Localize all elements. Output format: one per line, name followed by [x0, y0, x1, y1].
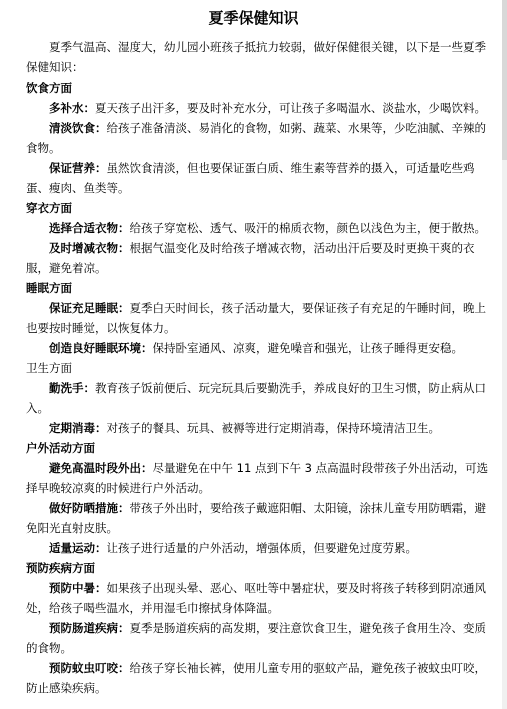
section-heading-outdoor: 户外活动方面 [26, 441, 95, 455]
item-text: 保持卧室通风、凉爽，避免噪音和强光，让孩子睡得更安稳。 [152, 341, 463, 355]
list-item [26, 118, 492, 158]
item-keyword: 保证充足睡眠： [49, 301, 130, 315]
item-text: 夏季白天时间长，孩子活动量大，要保证孩子有充足的午睡时间，晚上也要按时睡觉，以恢复体力。 [26, 301, 486, 335]
list-item [26, 218, 492, 238]
item-keyword: 预防蚊虫叮咬： [49, 661, 130, 675]
section-heading-disease: 预防疾病方面 [26, 561, 95, 575]
item-text: 给孩子穿长袖长裤，使用儿童专用的驱蚊产品，避免孩子被蚊虫叮咬，防止感染疾病。 [26, 661, 486, 695]
item-text: 尽量避免在中午 11 点到下午 3 点高温时段带孩子外出活动，可选择早晚较凉爽的时候进行户外活动。 [26, 461, 489, 495]
list-item [26, 578, 492, 618]
item-keyword: 预防中暑： [49, 581, 107, 595]
item-text: 根据气温变化及时给孩子增减衣物，活动出汗后要及时更换干爽的衣服，避免着凉。 [26, 241, 475, 275]
item-keyword: 清淡饮食： [49, 121, 107, 135]
list-item [26, 658, 492, 698]
list-item [26, 238, 492, 278]
item-keyword: 勤洗手： [49, 381, 95, 395]
section-heading-diet: 饮食方面 [26, 81, 72, 95]
item-keyword: 创造良好睡眠环境： [49, 341, 153, 355]
item-keyword: 保证营养： [49, 161, 107, 175]
item-text: 夏天孩子出汗多，要及时补充水分，可让孩子多喝温水、淡盐水，少喝饮料。 [95, 101, 486, 115]
item-text: 带孩子外出时，要给孩子戴遮阳帽、太阳镜，涂抹儿童专用防晒霜，避免阳光直射皮肤。 [26, 501, 486, 535]
intro-paragraph: 夏季气温高、湿度大，幼儿园小班孩子抵抗力较弱，做好保健很关键，以下是一些夏季保健知识： [26, 40, 486, 74]
list-item [26, 98, 492, 118]
list-item [26, 418, 492, 438]
list-item [26, 378, 492, 418]
list-item [26, 618, 492, 658]
item-text: 让孩子进行适量的户外活动，增强体质，但要避免过度劳累。 [106, 541, 417, 555]
vertical-scrollbar[interactable] [502, 0, 507, 709]
list-item [26, 158, 492, 198]
section-heading-sleep: 睡眠方面 [26, 281, 72, 295]
scrollbar-thumb[interactable] [502, 0, 507, 160]
document-title: 夏季保健知识 [208, 9, 299, 27]
item-text: 对孩子的餐具、玩具、被褥等进行定期消毒，保持环境清洁卫生。 [106, 421, 440, 435]
list-item [26, 538, 492, 558]
section-heading-clothing: 穿衣方面 [26, 201, 72, 215]
item-text: 虽然饮食清淡，但也要保证蛋白质、维生素等营养的摄入，可适量吃些鸡蛋、瘦肉、鱼类等。 [26, 161, 475, 195]
section-heading-hygiene: 卫生方面 [26, 361, 72, 375]
item-text: 如果孩子出现头晕、恶心、呕吐等中暑症状，要及时将孩子转移到阴凉通风处，给孩子喝些温水，并用湿毛巾擦拭身体降温。 [26, 581, 486, 615]
item-keyword: 避免高温时段外出： [49, 461, 153, 475]
item-text: 夏季是肠道疾病的高发期，要注意饮食卫生，避免孩子食用生冷、变质的食物。 [26, 621, 486, 655]
list-item [26, 458, 492, 498]
item-keyword: 定期消毒： [49, 421, 107, 435]
list-item [26, 298, 492, 338]
item-keyword: 预防肠道疾病： [49, 621, 130, 635]
item-text: 给孩子穿宽松、透气、吸汗的棉质衣物，颜色以浅色为主，便于散热。 [129, 221, 486, 235]
list-item [26, 498, 492, 538]
item-keyword: 适量运动： [49, 541, 107, 555]
item-keyword: 选择合适衣物： [49, 221, 130, 235]
list-item [26, 338, 492, 358]
item-keyword: 做好防晒措施： [49, 501, 130, 515]
item-keyword: 多补水： [49, 101, 95, 115]
item-keyword: 及时增减衣物： [49, 241, 130, 255]
item-text: 给孩子准备清淡、易消化的食物，如粥、蔬菜、水果等，少吃油腻、辛辣的食物。 [26, 121, 486, 155]
item-text: 教育孩子饭前便后、玩完玩具后要勤洗手，养成良好的卫生习惯，防止病从口入。 [26, 381, 486, 415]
